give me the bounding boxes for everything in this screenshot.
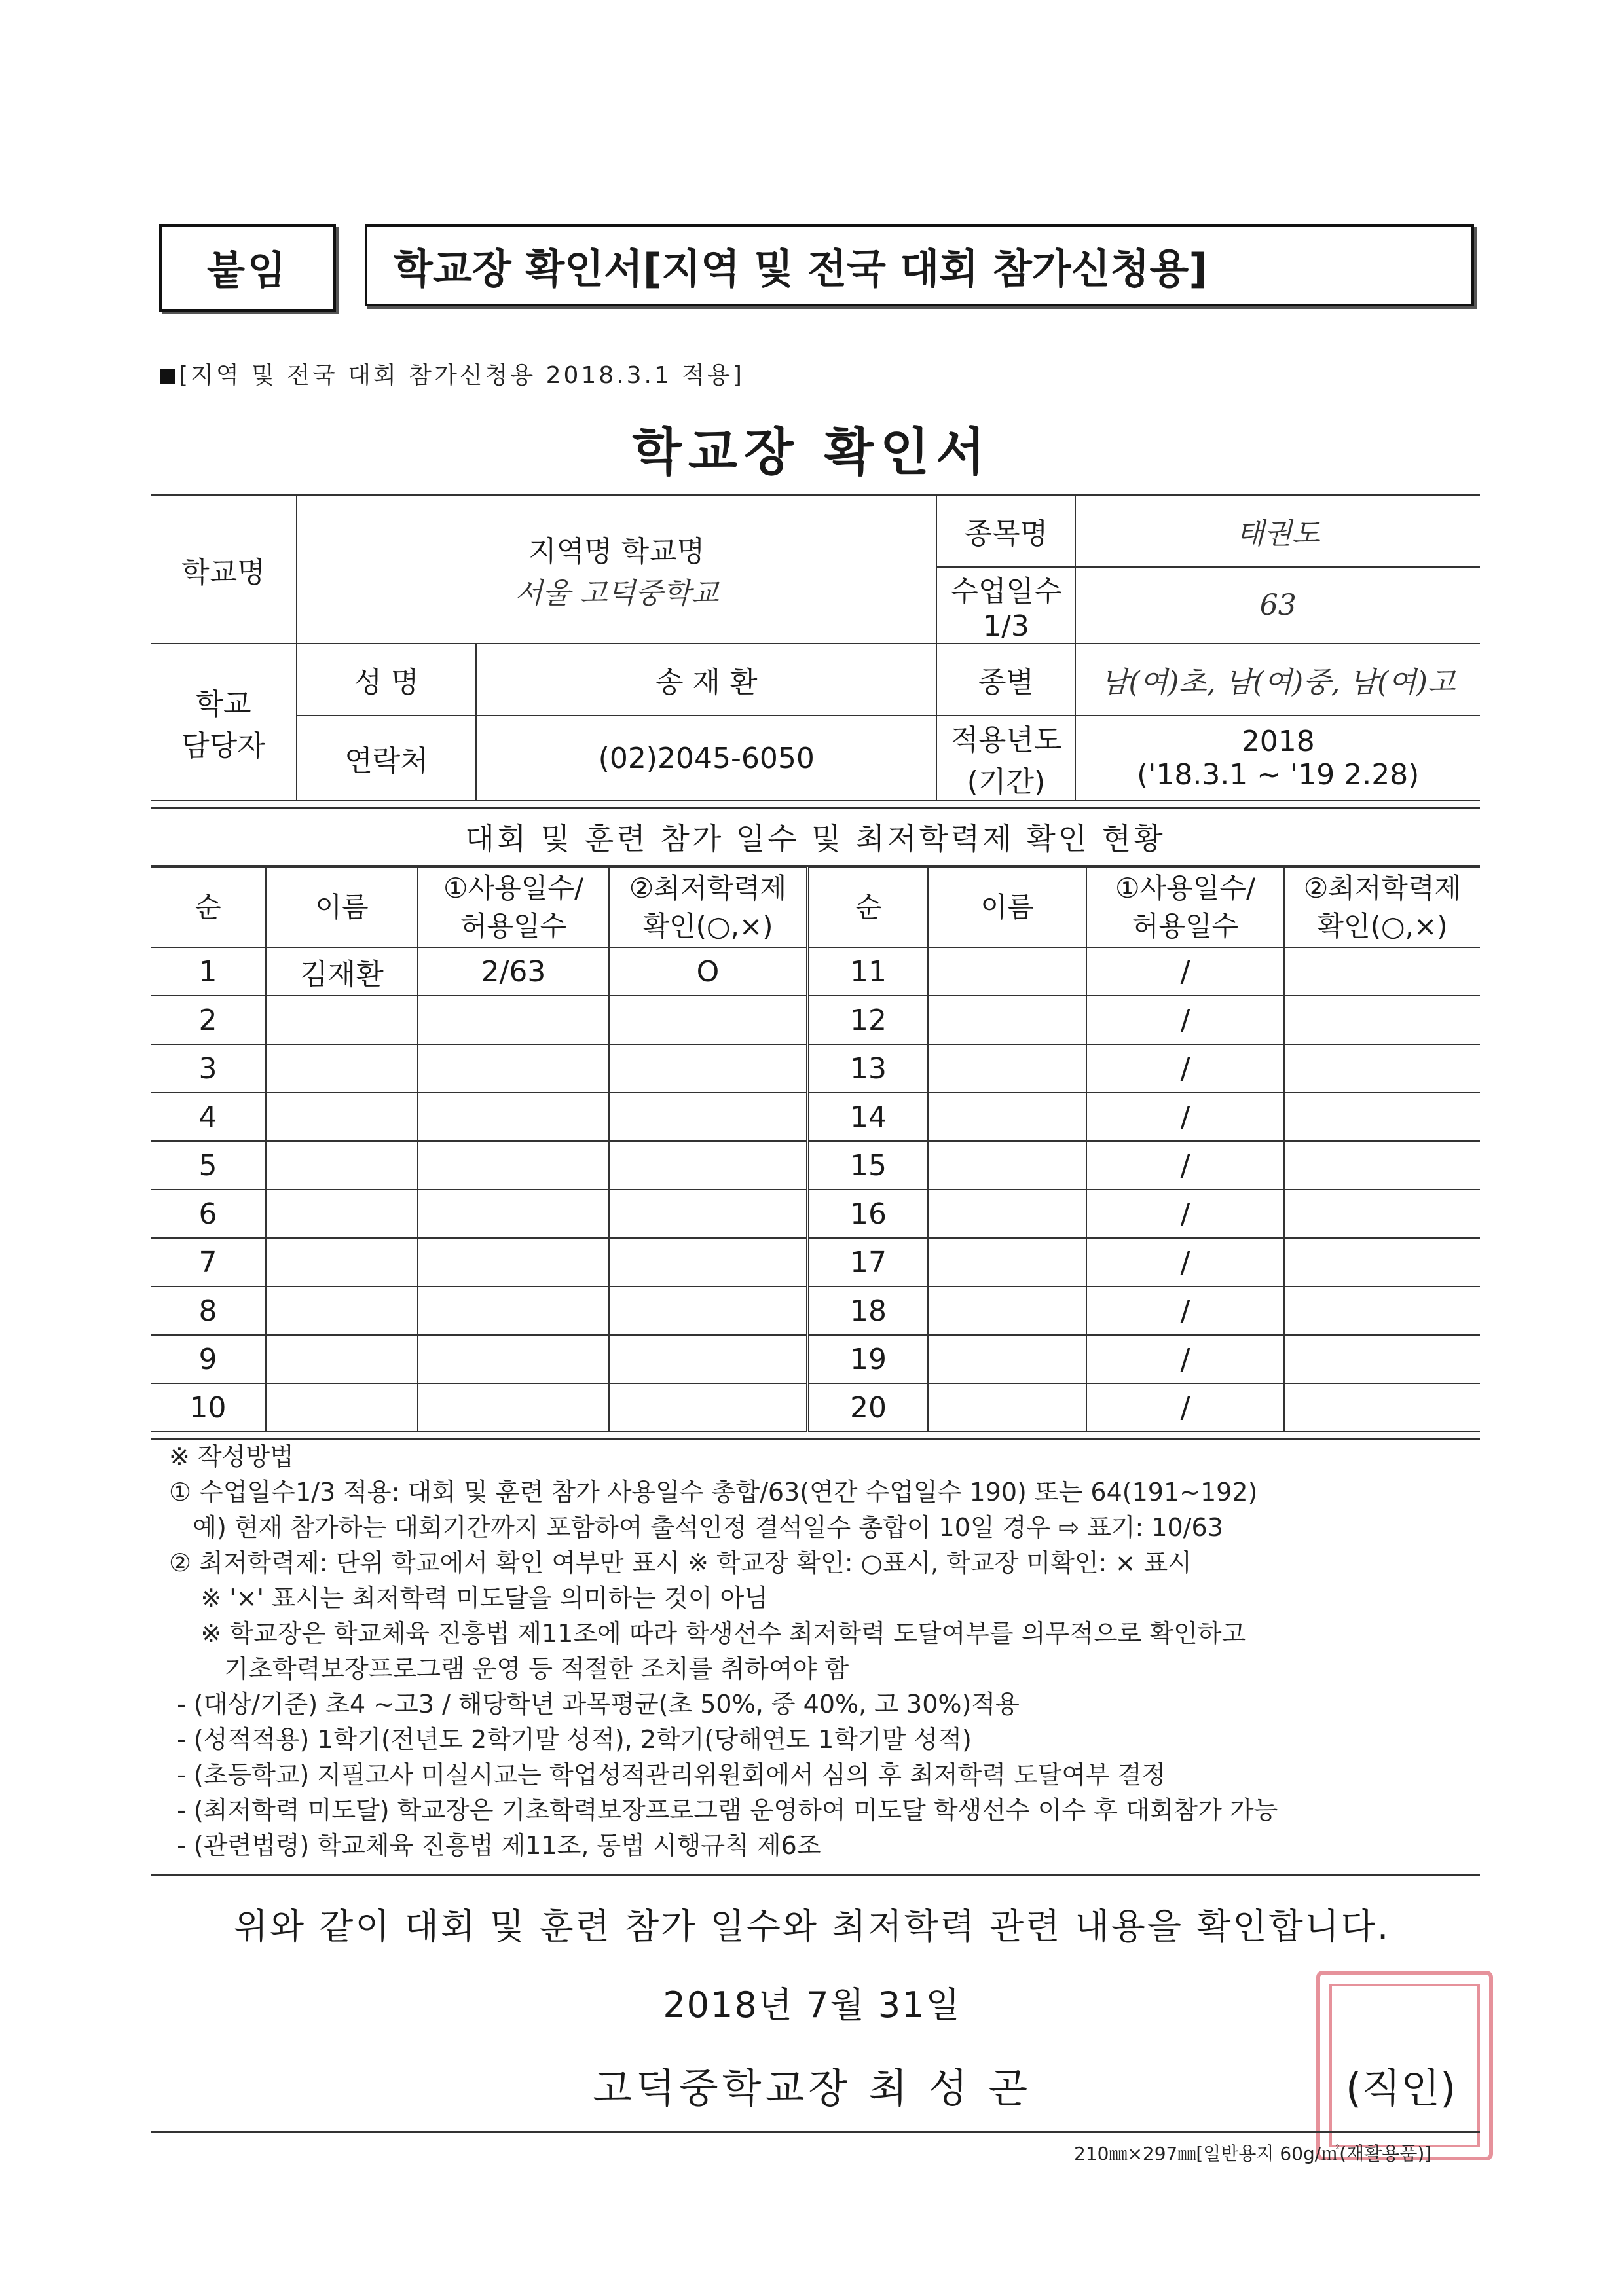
col-check-right-1: ②최저학력제 [1303, 872, 1462, 904]
row-days [418, 1044, 609, 1093]
row-check [609, 1335, 808, 1383]
col-days [418, 867, 609, 947]
year-label-1: 적용년도 [950, 723, 1062, 757]
row-days-right: / [1086, 1190, 1284, 1238]
row-name-right [928, 947, 1086, 996]
row-name [266, 1383, 418, 1432]
row-no: 2 [151, 996, 266, 1044]
row-days-right: / [1086, 1044, 1284, 1093]
document-title: 학교장 확인서 [632, 423, 992, 482]
row-no-right: 12 [808, 996, 929, 1044]
manager-label-1: 학교 [195, 687, 251, 721]
manager-label-2: 담당자 [181, 729, 265, 763]
row-no: 8 [151, 1286, 266, 1335]
note-line: ※ 작성방법 [169, 1442, 294, 1471]
col-check-1: ②최저학력제 [629, 872, 787, 904]
row-check [609, 1141, 808, 1190]
row-no-right: 20 [808, 1383, 929, 1432]
row-no: 6 [151, 1190, 266, 1238]
row-check: O [609, 947, 808, 996]
notes-block [169, 1439, 1479, 1863]
note-line: ※ 학교장은 학교체육 진흥법 제11조에 따라 학생선수 최저학력 도달여부를 의무적으로 확인하고 [169, 1619, 1246, 1648]
table-row [151, 1238, 1480, 1286]
footer-rule [151, 2131, 1480, 2133]
col-check-right-2: 확인(○,×) [1317, 910, 1448, 942]
header-title: 학교장 확인서[지역 및 전국 대회 참가신청용] [365, 224, 1474, 306]
name-label: 성 명 [297, 644, 476, 716]
row-name: 김재환 [266, 947, 418, 996]
row-days-right: / [1086, 947, 1284, 996]
manager-label [151, 644, 297, 801]
days-label-main: 수업일수 [950, 575, 1062, 608]
table-row [151, 1383, 1480, 1432]
row-check-right [1284, 1190, 1480, 1238]
row-no: 9 [151, 1335, 266, 1383]
gender-value: 남(여)초, 남(여)중, 남(여)고 [1075, 644, 1480, 716]
row-days [418, 1190, 609, 1238]
note-line: ※ '×' 표시는 최저학력 미도달을 의미하는 것이 아님 [169, 1584, 768, 1613]
note-line: - (관련법령) 학교체육 진흥법 제11조, 동법 시행규칙 제6조 [169, 1831, 821, 1860]
row-no-right: 14 [808, 1093, 929, 1141]
table-row [151, 1335, 1480, 1383]
school-sub-label: 지역명 학교명 [528, 534, 705, 568]
table-row [151, 996, 1480, 1044]
col-no-right: 순 [808, 867, 929, 947]
table-row [151, 1286, 1480, 1335]
year-label-2: (기간) [967, 765, 1046, 799]
table-row [151, 1044, 1480, 1093]
row-name [266, 996, 418, 1044]
row-name [266, 1044, 418, 1093]
row-check-right [1284, 1141, 1480, 1190]
standard-text: [지역 및 전국 대회 참가신청용 2018.3.1 적용] [179, 362, 745, 389]
row-name [266, 1141, 418, 1190]
status-table [151, 867, 1480, 1432]
row-days-right: / [1086, 996, 1284, 1044]
row-name-right [928, 1238, 1086, 1286]
col-days-2: 허용일수 [460, 910, 567, 942]
row-name [266, 1190, 418, 1238]
row-check [609, 1093, 808, 1141]
row-days [418, 1238, 609, 1286]
col-check [609, 867, 808, 947]
row-no: 1 [151, 947, 266, 996]
school-cell [297, 495, 936, 644]
col-days-1: ①사용일수/ [443, 872, 584, 904]
row-no-right: 19 [808, 1335, 929, 1383]
row-name [266, 1093, 418, 1141]
row-check [609, 1190, 808, 1238]
note-line: 예) 현재 참가하는 대회기간까지 포함하여 출석인정 결석일수 총합이 10일 경우 ⇨ 표기: 10/63 [169, 1513, 1223, 1542]
row-name-right [928, 1093, 1086, 1141]
sport-value: 태권도 [1075, 495, 1480, 567]
row-no: 3 [151, 1044, 266, 1093]
row-check [609, 1044, 808, 1093]
status-title: 대회 및 훈련 참가 일수 및 최저학력제 확인 현황 [151, 807, 1480, 867]
row-no: 7 [151, 1238, 266, 1286]
days-value: 63 [1075, 567, 1480, 644]
row-days [418, 1286, 609, 1335]
standard-note [160, 357, 745, 390]
school-name: 서울 고덕중학교 [514, 576, 719, 610]
year-label [936, 716, 1075, 801]
paper-spec: 210㎜×297㎜[일반용지 60g/㎡(재활용품)] [1074, 2143, 1432, 2164]
table-row [151, 1141, 1480, 1190]
note-line: ② 최저학력제: 단위 학교에서 확인 여부만 표시 ※ 학교장 확인: ○표시, 학교장 미확인: × 표시 [169, 1548, 1192, 1577]
row-no-right: 11 [808, 947, 929, 996]
row-no: 4 [151, 1093, 266, 1141]
row-days [418, 996, 609, 1044]
row-days-right: / [1086, 1238, 1284, 1286]
row-name [266, 1238, 418, 1286]
table-row [151, 1093, 1480, 1141]
contact-label: 연락처 [297, 716, 476, 801]
date-text: 2018년 7월 31일 [663, 1984, 961, 2026]
sport-label: 종목명 [936, 495, 1075, 567]
row-name-right [928, 1141, 1086, 1190]
row-days-right: / [1086, 1383, 1284, 1432]
row-days [418, 1141, 609, 1190]
row-days-right: / [1086, 1335, 1284, 1383]
row-days [418, 1383, 609, 1432]
row-days [418, 1093, 609, 1141]
table-row [151, 1190, 1480, 1238]
name-value: 송 재 환 [476, 644, 936, 716]
col-name: 이름 [266, 867, 418, 947]
row-check-right [1284, 1335, 1480, 1383]
row-check-right [1284, 947, 1480, 996]
row-check-right [1284, 1238, 1480, 1286]
row-name-right [928, 996, 1086, 1044]
row-check [609, 996, 808, 1044]
row-check [609, 1286, 808, 1335]
row-check-right [1284, 1286, 1480, 1335]
year-number: 2018 [1241, 725, 1315, 758]
seal-label: (직인) [1346, 2064, 1456, 2112]
col-name-right: 이름 [928, 867, 1086, 947]
col-days-right-1: ①사용일수/ [1115, 872, 1256, 904]
gender-label: 종별 [936, 644, 1075, 716]
contact-value: (02)2045-6050 [476, 716, 936, 801]
status-header-row [151, 867, 1480, 947]
row-name-right [928, 1190, 1086, 1238]
row-days-right: / [1086, 1141, 1284, 1190]
col-days-right [1086, 867, 1284, 947]
note-line: - (초등학교) 지필고사 미실시교는 학업성적관리위원회에서 심의 후 최저학력 도달여부 결정 [169, 1760, 1166, 1789]
row-name [266, 1335, 418, 1383]
days-label-sub: 1/3 [983, 610, 1029, 643]
confirm-text: 위와 같이 대회 및 훈련 참가 일수와 최저학력 관련 내용을 확인합니다. [233, 1906, 1391, 1947]
attachment-tag: 붙임 [159, 224, 336, 312]
days-label [936, 567, 1075, 644]
row-name-right [928, 1044, 1086, 1093]
row-name-right [928, 1383, 1086, 1432]
row-no-right: 18 [808, 1286, 929, 1335]
row-check [609, 1238, 808, 1286]
principal-name: 고덕중학교장 최 성 곤 [593, 2064, 1032, 2112]
col-days-right-2: 허용일수 [1132, 910, 1239, 942]
row-name-right [928, 1335, 1086, 1383]
table-row [151, 947, 1480, 996]
note-line: - (대상/기준) 초4 ~고3 / 해당학년 과목평균(초 50%, 중 40%, 고 30%)적용 [169, 1690, 1020, 1719]
school-info-table [151, 494, 1480, 801]
year-value [1075, 716, 1480, 801]
row-check-right [1284, 1383, 1480, 1432]
row-check-right [1284, 996, 1480, 1044]
row-no: 10 [151, 1383, 266, 1432]
col-check-2: 확인(○,×) [642, 910, 773, 942]
col-check-right [1284, 867, 1480, 947]
notes-bottom-rule [151, 1874, 1480, 1876]
row-days-right: / [1086, 1286, 1284, 1335]
row-check-right [1284, 1093, 1480, 1141]
row-no-right: 16 [808, 1190, 929, 1238]
row-check [609, 1383, 808, 1432]
row-name-right [928, 1286, 1086, 1335]
note-line: - (성적적용) 1학기(전년도 2학기말 성적), 2학기(당해연도 1학기말 성적) [169, 1725, 972, 1754]
row-check-right [1284, 1044, 1480, 1093]
row-name [266, 1286, 418, 1335]
row-no-right: 17 [808, 1238, 929, 1286]
note-line: ① 수업일수1/3 적용: 대회 및 훈련 참가 사용일수 총합/63(연간 수업일수 190) 또는 64(191~192) [169, 1478, 1258, 1506]
row-no-right: 15 [808, 1141, 929, 1190]
col-no: 순 [151, 867, 266, 947]
row-no-right: 13 [808, 1044, 929, 1093]
square-bullet-icon [160, 369, 175, 384]
period-value: ('18.3.1 ~ '19 2.28) [1137, 758, 1420, 792]
note-line: - (최저학력 미도달) 학교장은 기초학력보장프로그램 운영하여 미도달 학생선수 이수 후 대회참가 가능 [169, 1796, 1278, 1825]
row-days [418, 1335, 609, 1383]
school-label: 학교명 [151, 495, 297, 644]
row-days-right: / [1086, 1093, 1284, 1141]
row-days: 2/63 [418, 947, 609, 996]
note-line: 기초학력보장프로그램 운영 등 적절한 조치를 취하여야 함 [169, 1654, 849, 1683]
row-no: 5 [151, 1141, 266, 1190]
